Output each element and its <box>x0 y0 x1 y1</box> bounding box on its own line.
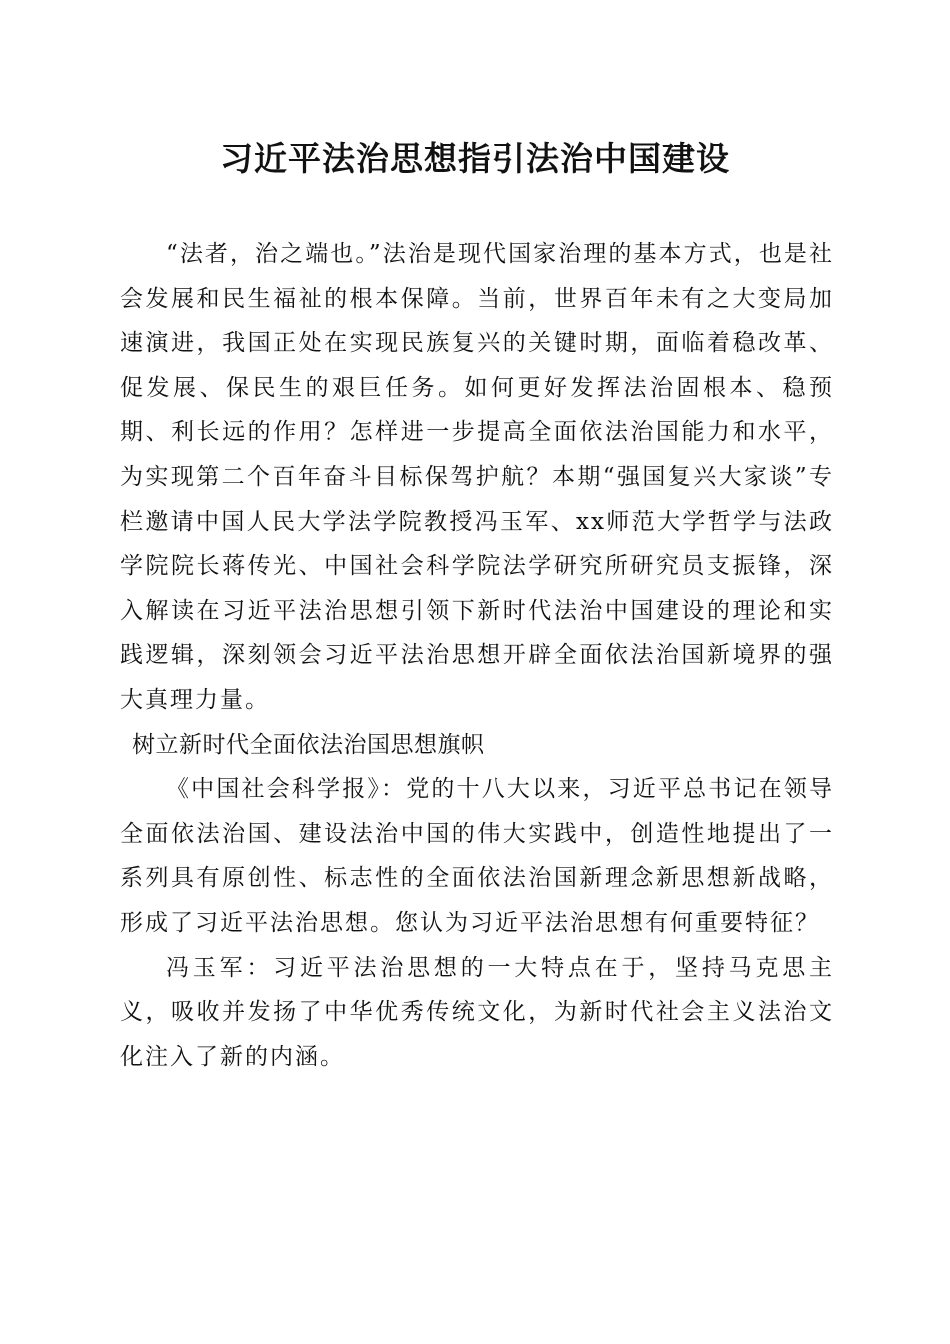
document-body <box>120 232 834 1079</box>
answer-paragraph: 冯玉军：习近平法治思想的一大特点在于，坚持马克思主义，吸收并发扬了中华优秀传统文化，为新时代社会主义法治文化注入了新的内涵。 <box>120 954 834 1070</box>
intro-paragraph: “法者，治之端也。”法治是现代国家治理的基本方式，也是社会发展和民生福祉的根本保障。当前，世界百年未有之大变局加速演进，我国正处在实现民族复兴的关键时期，面临着稳改革、促发展、保民生的艰巨任务。如何更好发挥法治固根本、稳预期、利长远的作用？怎样进一步提高全面依法治国能力和水平，为实现第二个百年奋斗目标保驾护航？本期“强国复兴大家谈”专栏邀请中国人民大学法学院教授冯玉军、xx师范大学哲学与法政学院院长蒋传光、中国社会科学院法学研究所研究员支振锋，深入解读在习近平法治思想引领下新时代法治中国建设的理论和实践逻辑，深刻领会习近平法治思想开辟全面依法治国新境界的强大真理力量。 <box>120 241 834 713</box>
section-heading: 树立新时代全面依法治国思想旗帜 <box>132 731 485 758</box>
document-title: 习近平法治思想指引法治中国建设 <box>220 139 730 178</box>
question-paragraph: 《中国社会科学报》：党的十八大以来，习近平总书记在领导全面依法治国、建设法治中国的伟大实践中，创造性地提出了一系列具有原创性、标志性的全面依法治国新理念新思想新战略，形成了习近平法治思想。您认为习近平法治思想有何重要特征？ <box>120 776 834 936</box>
